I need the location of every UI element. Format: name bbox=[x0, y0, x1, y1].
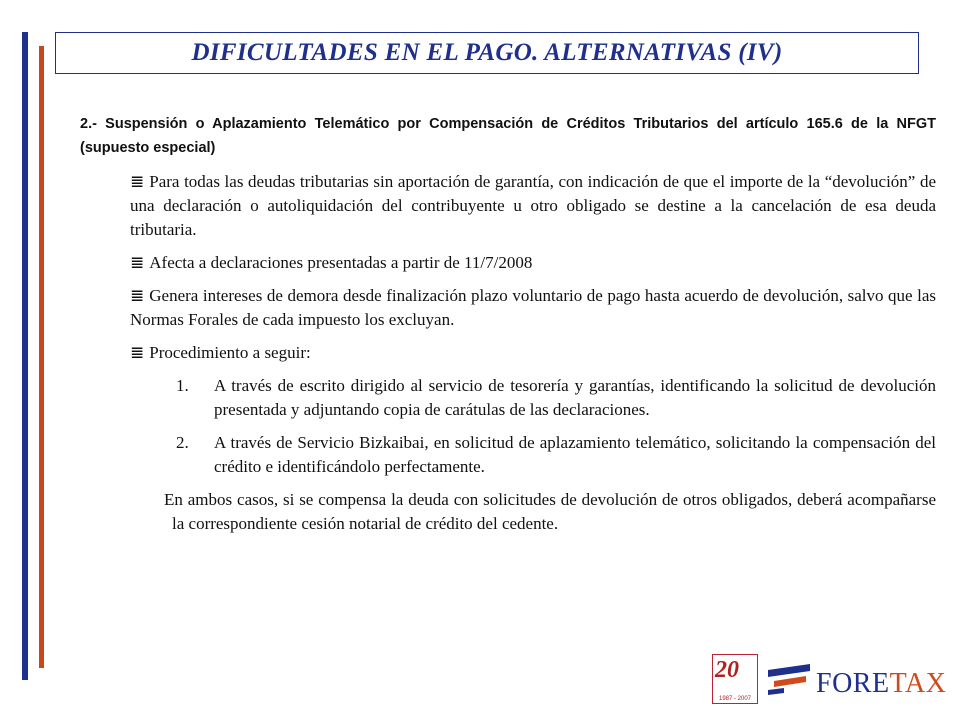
closing-rest: obligados, deberá acompañarse la correspondiente cesión notarial de crédito del cedente. bbox=[172, 490, 936, 533]
bullet-mark-icon: ≣ bbox=[130, 253, 145, 272]
step-text: A través de escrito dirigido al servicio de tesorería y garantías, identificando la solicitud de devolución presentada y adjuntando copia de carátulas de las declaraciones. bbox=[214, 376, 936, 419]
bullet-item bbox=[130, 170, 936, 242]
brand-name bbox=[816, 668, 946, 700]
foretax-logo bbox=[712, 654, 952, 710]
bullet-text: Procedimiento a seguir: bbox=[149, 343, 311, 362]
step-number: 1. bbox=[176, 376, 189, 395]
procedure-step bbox=[176, 431, 936, 479]
slide-title: DIFICULTADES EN EL PAGO. ALTERNATIVAS (IV) bbox=[191, 39, 783, 66]
bullet-mark-icon: ≣ bbox=[130, 172, 145, 191]
bullet-text: Genera intereses de demora desde finalización plazo voluntario de pago hasta acuerdo de devolución, salvo que las Normas Forales de cada impuesto los excluyan. bbox=[130, 286, 936, 329]
bullet-text: Afecta a declaraciones presentadas a partir de 11/7/2008 bbox=[149, 253, 533, 272]
procedure-steps bbox=[80, 374, 936, 479]
bullet-item bbox=[130, 341, 936, 365]
left-accent-bar-blue bbox=[22, 32, 28, 680]
closing-first-line: En ambos casos, si se compensa la deuda con solicitudes de devolución de otros bbox=[164, 490, 717, 509]
left-accent-bar-red bbox=[39, 46, 44, 668]
brand-part-tax: TAX bbox=[889, 668, 947, 699]
bullet-mark-icon: ≣ bbox=[130, 286, 145, 305]
step-number: 2. bbox=[176, 433, 189, 452]
brand-part-fore: FORE bbox=[816, 668, 890, 699]
emblem-number: 20 bbox=[715, 657, 739, 683]
bullet-item bbox=[130, 251, 936, 275]
bullet-text: Para todas las deudas tributarias sin aportación de garantía, con indicación de que el importe de la “devolución” de una declaración o autoliquidación del contribuyente u otro obligado se destine a la cancelación de esa deuda tributaria. bbox=[130, 172, 936, 239]
anniversary-emblem-icon bbox=[712, 654, 758, 704]
slide-content bbox=[80, 112, 936, 536]
section-heading: 2.- Suspensión o Aplazamiento Telemático por Compensación de Créditos Tributarios del artículo 165.6 de la NFGT (supuesto especial) bbox=[80, 116, 936, 156]
foretax-f-mark-icon bbox=[766, 662, 812, 698]
title-box bbox=[55, 32, 919, 74]
emblem-years: 1987 - 2007 bbox=[718, 696, 752, 702]
step-text: A través de Servicio Bizkaibai, en solicitud de aplazamiento telemático, solicitando la compensación del crédito e identificándolo perfectamente. bbox=[214, 433, 936, 476]
closing-paragraph bbox=[164, 488, 936, 536]
procedure-step bbox=[176, 374, 936, 422]
bullet-mark-icon: ≣ bbox=[130, 343, 145, 362]
bullet-item bbox=[130, 284, 936, 332]
